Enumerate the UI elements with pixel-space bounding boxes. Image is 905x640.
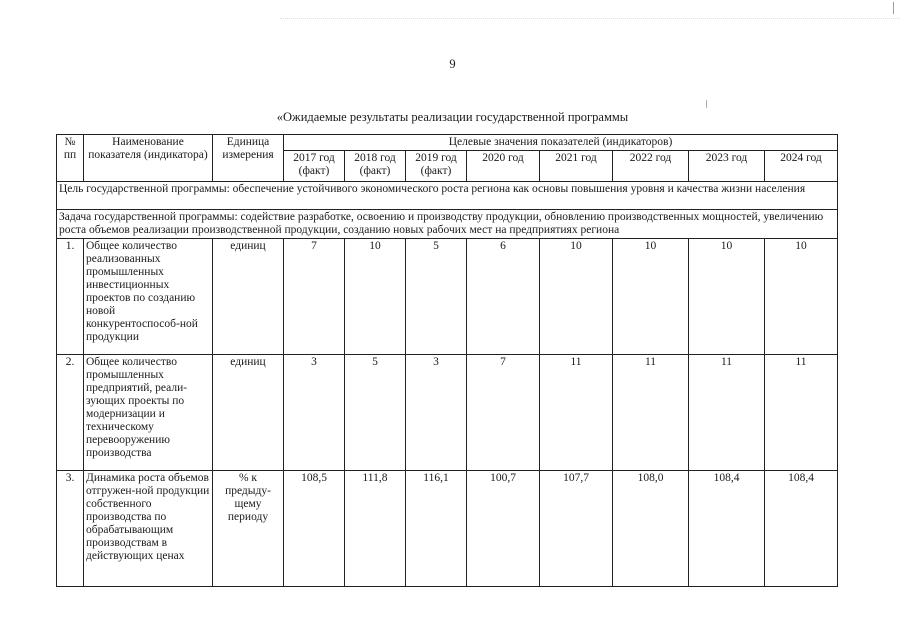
header-no: № пп xyxy=(57,135,84,182)
indicator-name: Динамика роста объемов отгружен-ной продукции собственного производства по обрабатывающим производствам в действующих ценах xyxy=(84,471,213,587)
page-number: 9 xyxy=(449,57,456,71)
header-year: 2023 год xyxy=(689,151,765,182)
program-task: Задача государственной программы: содействие разработке, освоению и производству продукции, обновлению производственных мощностей, увеличению роста объемов реализации производственной продукции, созданию новых рабочих мест на предприятиях региона xyxy=(57,210,838,239)
value-cell: 5 xyxy=(406,239,467,355)
header-year: 2018 год (факт) xyxy=(345,151,406,182)
program-goal: Цель государственной программы: обеспечение устойчивого экономического роста региона как основы повышения уровня и качества жизни населения xyxy=(57,182,838,210)
header-row xyxy=(57,135,838,151)
value-cell: 111,8 xyxy=(345,471,406,587)
header-year: 2020 год xyxy=(467,151,540,182)
value-cell: 5 xyxy=(345,355,406,471)
goal-row xyxy=(57,182,838,210)
value-cell: 108,4 xyxy=(689,471,765,587)
header-name: Наименование показателя (индикатора) xyxy=(84,135,213,182)
value-cell: 11 xyxy=(540,355,613,471)
row-number: 2. xyxy=(57,355,84,471)
value-cell: 11 xyxy=(765,355,838,471)
unit-cell: % к предыду-щему периоду xyxy=(213,471,284,587)
value-cell: 10 xyxy=(613,239,689,355)
header-unit: Единица измерения xyxy=(213,135,284,182)
value-cell: 11 xyxy=(613,355,689,471)
value-cell: 10 xyxy=(345,239,406,355)
table-row xyxy=(57,471,838,587)
row-number: 1. xyxy=(57,239,84,355)
results-table xyxy=(56,134,838,587)
value-cell: 7 xyxy=(284,239,345,355)
value-cell: 108,4 xyxy=(765,471,838,587)
value-cell: 11 xyxy=(689,355,765,471)
scan-artifact-mark xyxy=(706,100,707,108)
scan-artifact xyxy=(280,18,900,25)
document-title: «Ожидаемые результаты реализации государственной программы xyxy=(276,110,629,124)
value-cell: 10 xyxy=(689,239,765,355)
indicator-name: Общее количество реализованных промышленных инвестиционных проектов по созданию новой конкурентоспособ-ной продукции xyxy=(84,239,213,355)
value-cell: 3 xyxy=(406,355,467,471)
header-year: 2021 год xyxy=(540,151,613,182)
scan-artifact-mark xyxy=(893,2,894,14)
header-year: 2024 год xyxy=(765,151,838,182)
value-cell: 3 xyxy=(284,355,345,471)
unit-cell: единиц xyxy=(213,239,284,355)
table-row xyxy=(57,239,838,355)
unit-cell: единиц xyxy=(213,355,284,471)
header-year: 2017 год (факт) xyxy=(284,151,345,182)
value-cell: 116,1 xyxy=(406,471,467,587)
indicator-name: Общее количество промышленных предприятий, реали-зующих проекты по модернизации и техническому перевооружению производства xyxy=(84,355,213,471)
value-cell: 10 xyxy=(765,239,838,355)
header-year: 2019 год (факт) xyxy=(406,151,467,182)
value-cell: 107,7 xyxy=(540,471,613,587)
header-targets: Целевые значения показателей (индикаторов) xyxy=(284,135,838,151)
row-number: 3. xyxy=(57,471,84,587)
header-year: 2022 год xyxy=(613,151,689,182)
value-cell: 100,7 xyxy=(467,471,540,587)
value-cell: 7 xyxy=(467,355,540,471)
table-row xyxy=(57,355,838,471)
value-cell: 108,0 xyxy=(613,471,689,587)
value-cell: 108,5 xyxy=(284,471,345,587)
value-cell: 6 xyxy=(467,239,540,355)
task-row xyxy=(57,210,838,239)
value-cell: 10 xyxy=(540,239,613,355)
